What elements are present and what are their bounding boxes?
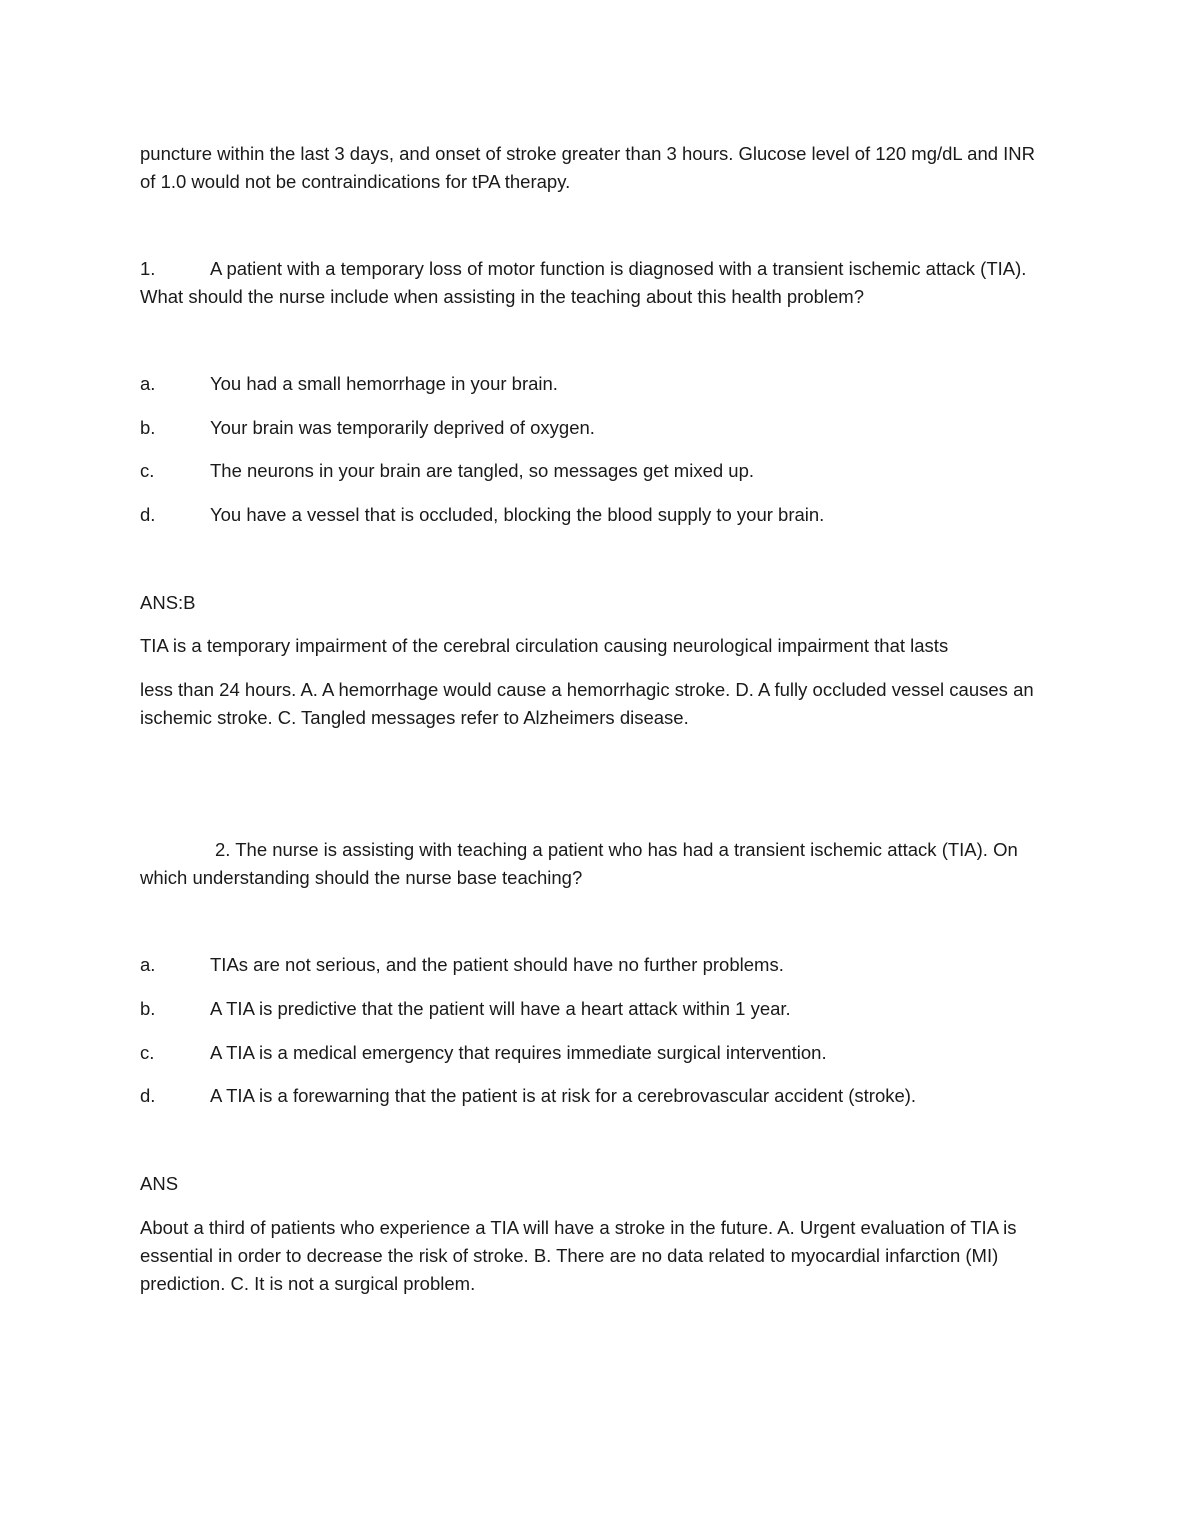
question-2-rationale: About a third of patients who experience a TIA will have a stroke in the future. A. Urgent evaluation of TIA is essential in order to decrease the risk of stroke. B. There are no data related to myocardial infarction (MI) prediction. C. It is not a surgical problem. xyxy=(140,1217,1017,1294)
option-letter: c. xyxy=(140,460,155,481)
option-letter: d. xyxy=(140,504,156,525)
question-2-option-d xyxy=(140,1082,1050,1110)
question-1-option-c xyxy=(140,457,1050,485)
question-1-option-b xyxy=(140,414,1050,442)
question-2-option-b xyxy=(140,995,1050,1023)
option-letter: a. xyxy=(140,954,156,975)
question-1-option-d xyxy=(140,501,1050,529)
option-letter: b. xyxy=(140,417,156,438)
option-text: You had a small hemorrhage in your brain. xyxy=(210,373,558,394)
option-text: The neurons in your brain are tangled, so messages get mixed up. xyxy=(210,460,755,481)
question-1-answer: ANS:B xyxy=(140,592,196,613)
option-text: A TIA is predictive that the patient will have a heart attack within 1 year. xyxy=(210,998,791,1019)
question-1-text: A patient with a temporary loss of motor function is diagnosed with a transient ischemic attack (TIA). What should the nurse include when assisting in the teaching about this health problem? xyxy=(140,258,1027,307)
option-letter: c. xyxy=(140,1042,155,1063)
option-text: A TIA is a forewarning that the patient is at risk for a cerebrovascular accident (stroke). xyxy=(210,1085,917,1106)
question-2-stem: 2. The nurse is assisting with teaching a patient who has had a transient ischemic attack (TIA). On which understanding should the nurse base teaching? xyxy=(140,839,1018,888)
question-1-rationale: less than 24 hours. A. A hemorrhage would cause a hemorrhagic stroke. D. A fully occluded vessel causes an ischemic stroke. C. Tangled messages refer to Alzheimers disease. xyxy=(140,679,1034,728)
option-letter: b. xyxy=(140,998,156,1019)
question-1-number: 1. xyxy=(140,258,156,279)
intro-paragraph: puncture within the last 3 days, and onset of stroke greater than 3 hours. Glucose level of 120 mg/dL and INR of 1.0 would not be contraindications for tPA therapy. xyxy=(140,143,1036,192)
option-text: TIAs are not serious, and the patient should have no further problems. xyxy=(210,954,784,975)
question-1-rationale-line-1: TIA is a temporary impairment of the cerebral circulation causing neurological impairment that lasts xyxy=(140,635,949,656)
option-text: A TIA is a medical emergency that requires immediate surgical intervention. xyxy=(210,1042,827,1063)
option-text: You have a vessel that is occluded, blocking the blood supply to your brain. xyxy=(210,504,825,525)
question-2-option-a xyxy=(140,951,1050,979)
question-2-answer: ANS xyxy=(140,1173,179,1194)
option-text: Your brain was temporarily deprived of oxygen. xyxy=(210,417,595,438)
option-letter: d. xyxy=(140,1085,156,1106)
option-letter: a. xyxy=(140,373,156,394)
question-1-stem xyxy=(140,255,1050,311)
question-2-option-c xyxy=(140,1039,1050,1067)
question-1-option-a xyxy=(140,370,1050,398)
